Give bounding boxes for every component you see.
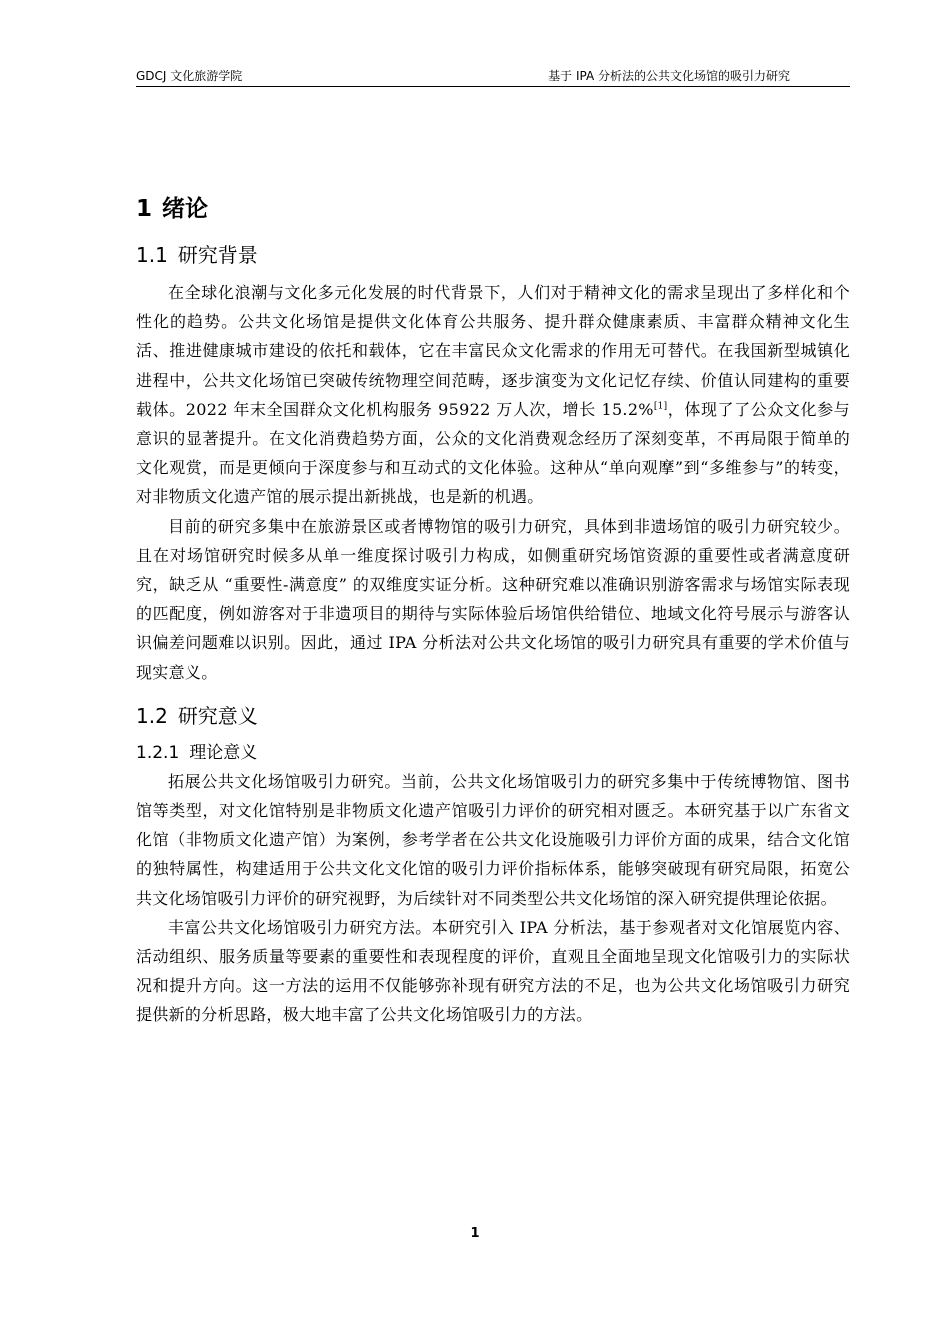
citation-ref[interactable]: [1] bbox=[653, 401, 668, 412]
section-title: 研究背景 bbox=[177, 243, 258, 267]
page-body bbox=[136, 180, 850, 1030]
chapter-title: 绪论 bbox=[162, 196, 209, 222]
subsection-title: 理论意义 bbox=[189, 742, 258, 763]
header-paper-title: 基于 IPA 分析法的公共文化场馆的吸引力研究 bbox=[548, 69, 790, 83]
subsection-heading-1-2-1 bbox=[136, 739, 850, 767]
paragraph-text: 在全球化浪潮与文化多元化发展的时代背景下，人们对于精神文化的需求呈现出了多样化和个性化的趋势。公共文化场馆是提供文化体育公共服务、提升群众健康素质、丰富群众精神文化生活、推进健康城市建设的依托和载体，它在丰富民众文化需求的作用无可替代。在我国新型城镇化进程中，公共文化场馆已突破传统物理空间范畴，逐步演变为文化记忆存续、价值认同建构的重要载体。2022 年末全国群众文化机构服务 95922 万人次，增长 15.2% bbox=[136, 283, 850, 419]
section-title: 研究意义 bbox=[177, 703, 258, 728]
chapter-heading bbox=[136, 192, 850, 226]
paragraph-background-2: 目前的研究多集中在旅游景区或者博物馆的吸引力研究，具体到非遗场馆的吸引力研究较少。且在对场馆研究时候多从单一维度探讨吸引力构成，如侧重研究场馆资源的重要性或者满意度研究，缺乏从 “重要性-满意度” 的双维度实证分析。这种研究难以准确识别游客需求与场馆实际表现的匹配度，例如游客对于非遗项目的期待与实际体验后场馆供给错位、地域文化符号展示与游客认识偏差问题难以识别。因此，通过 IPA 分析法对公共文化场馆的吸引力研究具有重要的学术价值与现实意义。 bbox=[136, 516, 850, 682]
paragraph-text: ，体现了了公众文化参与意识的显著提升。在文化消费趋势方面，公众的文化消费观念经历了深刻变革，不再局限于简单的文化观赏，而是更倾向于深度参与和互动式的文化体验。这种从“单向观摩”到“多维参与”的转变，对非物质文化遗产馆的展示提出新挑战，也是新的机遇。 bbox=[136, 399, 850, 507]
page-number: 1 bbox=[470, 1226, 480, 1241]
header-institution: GDCJ 文化旅游学院 bbox=[136, 69, 243, 83]
section-number: 1.1 bbox=[136, 243, 168, 267]
subsection-number: 1.2.1 bbox=[136, 742, 180, 763]
section-number: 1.2 bbox=[136, 703, 168, 728]
running-header bbox=[136, 66, 850, 87]
paragraph-theory-2: 丰富公共文化场馆吸引力研究方法。本研究引入 IPA 分析法，基于参观者对文化馆展览内容、活动组织、服务质量等要素的重要性和表现程度的评价，直观且全面地呈现文化馆吸引力的实际状况和提升方向。这一方法的运用不仅能够弥补现有研究方法的不足，也为公共文化场馆吸引力研究提供新的分析思路，极大地丰富了公共文化场馆吸引力的方法。 bbox=[136, 917, 850, 1025]
paragraph-theory-1: 拓展公共文化场馆吸引力研究。当前，公共文化场馆吸引力的研究多集中于传统博物馆、图书馆等类型，对文化馆特别是非物质文化遗产馆吸引力评价的研究相对匮乏。本研究基于以广东省文化馆（非物质文化遗产馆）为案例，参考学者在公共文化设施吸引力评价方面的成果，结合文化馆的独特属性，构建适用于公共文化文化馆的吸引力评价指标体系，能够突破现有研究局限，拓宽公共文化场馆吸引力评价的研究视野，为后续针对不同类型公共文化场馆的深入研究提供理论依据。 bbox=[136, 771, 850, 908]
section-heading-1-2 bbox=[136, 701, 850, 731]
paragraph-background-1 bbox=[136, 278, 850, 512]
section-heading-1-1 bbox=[136, 240, 850, 270]
chapter-number: 1 bbox=[136, 196, 153, 222]
